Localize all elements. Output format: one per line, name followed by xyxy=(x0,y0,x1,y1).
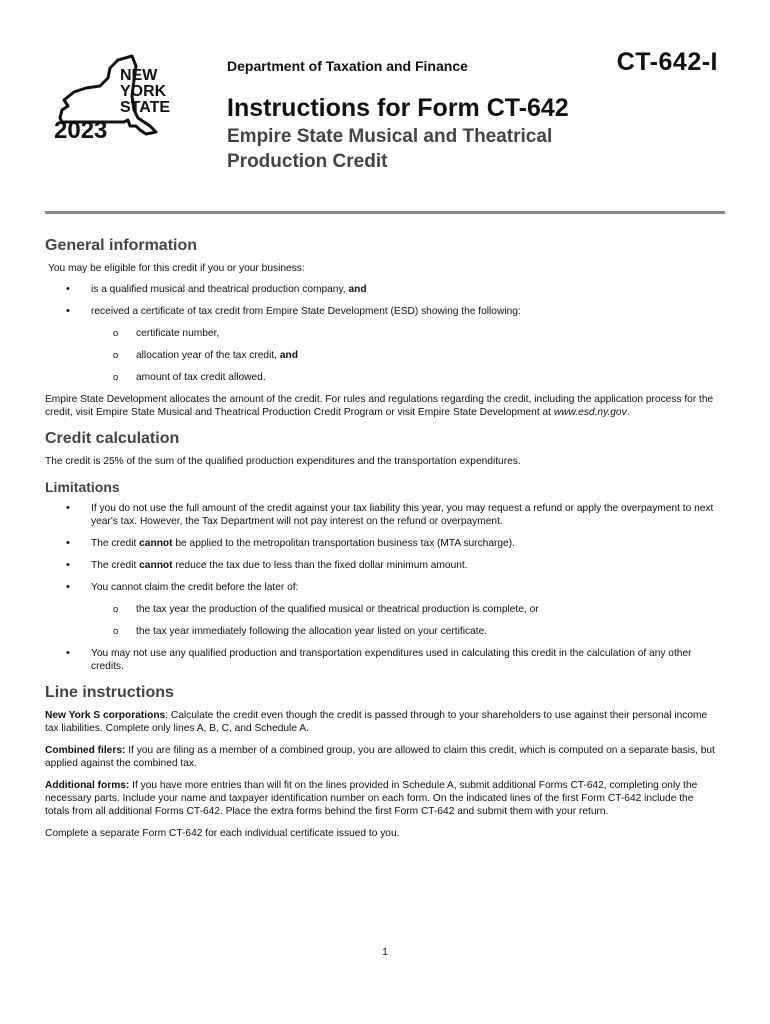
form-number: CT-642-I xyxy=(616,48,718,76)
sub-list-item: o allocation year of the tax credit, and xyxy=(45,349,717,362)
header-divider xyxy=(45,211,725,214)
sub-list-item: o the tax year immediately following the allocation year listed on your certificate. xyxy=(45,625,717,638)
esd-link[interactable]: www.esd.ny.gov xyxy=(553,407,627,418)
additional-forms-paragraph: Additional forms: If you have more entries than will fit on the lines provided in Schedule A, submit additional Forms CT-642, completing only the necessary parts. Include your name and taxpayer identification number on each form. On the indicated lines of the first Form CT-642 include the totals from all additional Forms CT-642. Place the extra forms behind the first Form CT-642 and submit them with your return. xyxy=(45,780,698,817)
list-item: • You may not use any qualified production and transportation expenditures used in calculating this credit in the calculation of any other credits. xyxy=(45,647,717,673)
credit-calculation-heading: Credit calculation xyxy=(45,430,180,447)
page-title: Instructions for Form CT-642 xyxy=(227,94,569,122)
credit-calculation-text: The credit is 25% of the sum of the qualified production expenditures and the transportation expenditures. xyxy=(45,456,521,467)
limitations-heading: Limitations xyxy=(45,479,120,495)
list-item: • The credit cannot reduce the tax due to less than the fixed dollar minimum amount. xyxy=(45,559,717,572)
list-item: • is a qualified musical and theatrical production company, and xyxy=(45,283,717,296)
sub-list-item: o certificate number, xyxy=(45,327,717,340)
svg-text:2023: 2023 xyxy=(54,117,108,142)
list-item: • received a certificate of tax credit from Empire State Development (ESD) showing the following: xyxy=(45,305,717,318)
svg-text:YORK: YORK xyxy=(120,83,167,100)
svg-text:STATE: STATE xyxy=(120,99,171,116)
line-instructions-heading: Line instructions xyxy=(45,684,174,701)
nys-logo xyxy=(50,52,190,142)
page-number: 1 xyxy=(382,946,388,958)
sub-list-item: o the tax year the production of the qualified musical or theatrical production is complete, or xyxy=(45,603,717,616)
general-intro: You may be eligible for this credit if you or your business: xyxy=(48,263,305,274)
department-name: Department of Taxation and Finance xyxy=(227,58,468,74)
combined-filers-paragraph: Combined filers: If you are filing as a member of a combined group, you are allowed to claim this credit, which is computed on a separate basis, but applied against the combined tax. xyxy=(45,745,715,769)
list-item: • If you do not use the full amount of the credit against your tax liability this year, you may request a refund or apply the overpayment to next year's tax. However, the Tax Department will not pay interest on the refund or overpayment. xyxy=(45,502,717,528)
s-corporations-paragraph: New York S corporations: Calculate the credit even though the credit is passed through to your shareholders to use against their personal income tax liabilities. Complete only lines A, B, C, and Schedule A. xyxy=(45,710,708,734)
list-item: • You cannot claim the credit before the later of: xyxy=(45,581,717,594)
general-paragraph: Empire State Development allocates the amount of the credit. For rules and regulations regarding the credit, including the application process for the credit, visit Empire State Musical and Theatrical Production Credit Program or visit Empire State Development at www.esd.ny.gov. xyxy=(45,394,714,418)
page-subtitle: Empire State Musical and Theatrical Production Credit xyxy=(227,126,553,172)
list-item: • The credit cannot be applied to the metropolitan transportation business tax (MTA surcharge). xyxy=(45,537,717,550)
svg-text:NEW: NEW xyxy=(120,67,158,84)
separate-form-paragraph: Complete a separate Form CT-642 for each individual certificate issued to you. xyxy=(45,828,400,839)
sub-list-item: o amount of tax credit allowed. xyxy=(45,371,717,384)
document-body xyxy=(45,236,717,849)
general-information-heading: General information xyxy=(45,237,198,254)
nys-map-icon xyxy=(50,52,190,142)
